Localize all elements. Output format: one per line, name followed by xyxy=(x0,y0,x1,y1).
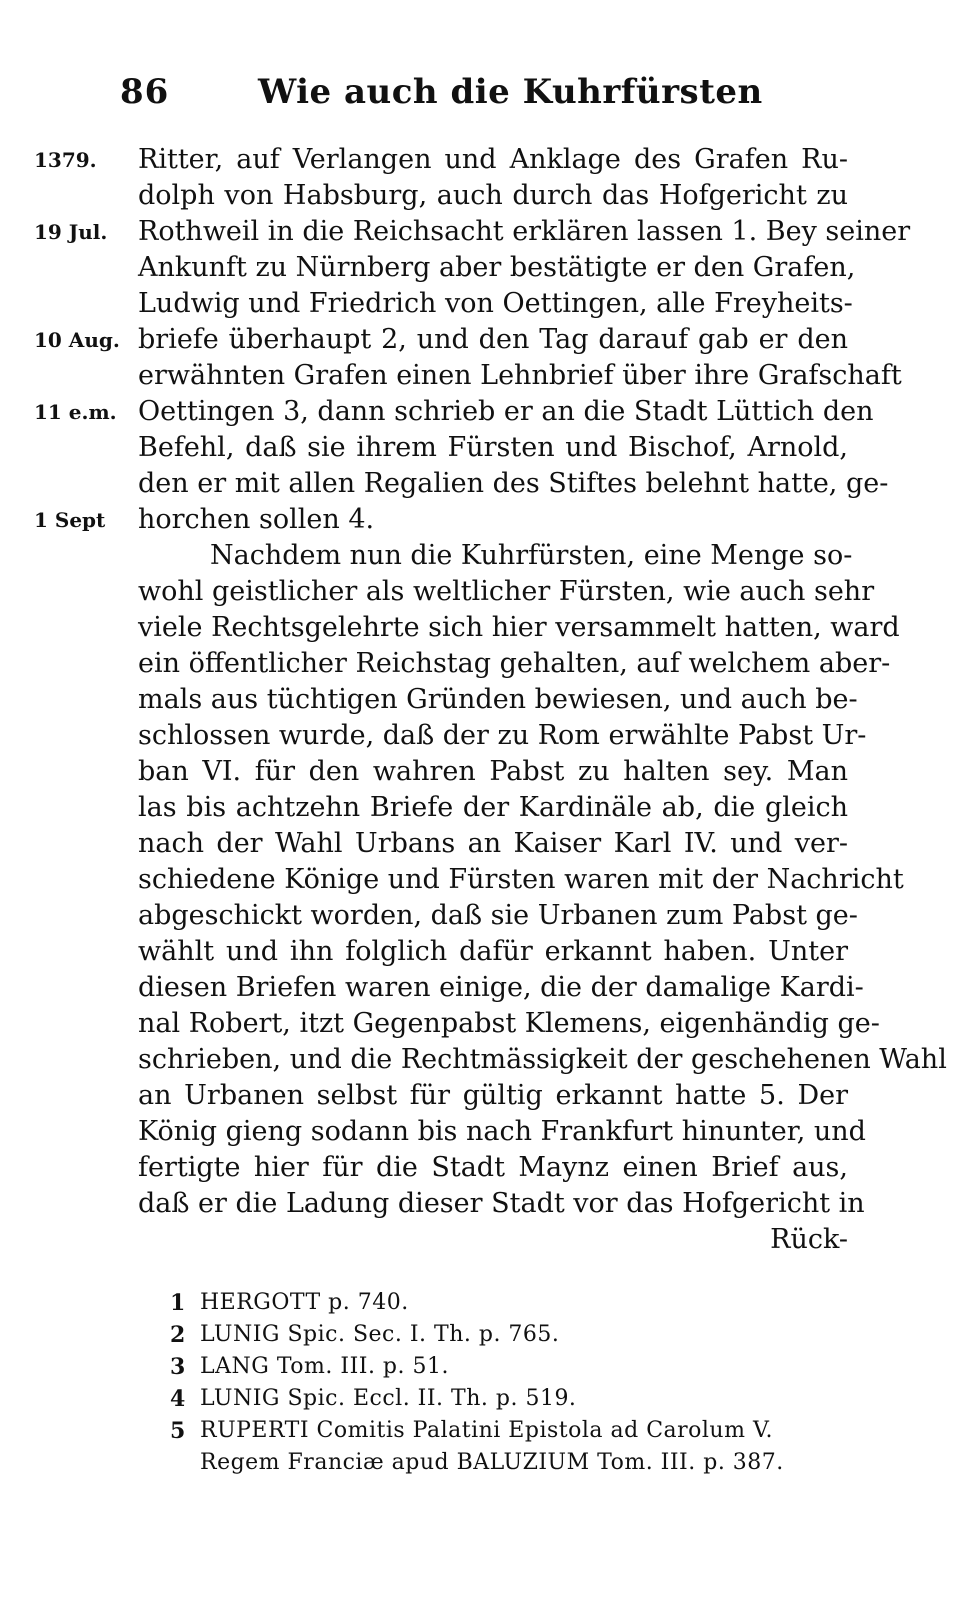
text-line xyxy=(0,752,960,792)
footnote-text: LANG Tom. III. p. 51. xyxy=(200,1354,449,1379)
line-text: wohl geistlicher als weltlicher Fürsten, wie auch sehr xyxy=(138,576,875,607)
text-line xyxy=(0,176,960,216)
footnote-continuation-text: Regem Franciæ apud BALUZIUM Tom. III. p. 387. xyxy=(200,1450,784,1475)
line-text: Befehl, daß sie ihrem Fürsten und Bischof, Arnold, xyxy=(138,432,848,463)
text-line xyxy=(0,1004,960,1044)
line-text: Oettingen 3, dann schrieb er an die Stadt Lüttich den xyxy=(138,396,874,427)
footnote xyxy=(170,1418,870,1452)
text-line xyxy=(0,680,960,720)
line-text: den er mit allen Regalien des Stiftes belehnt hatte, ge- xyxy=(138,468,889,499)
line-text: briefe überhaupt 2, und den Tag darauf gab er den xyxy=(138,324,848,355)
footnote-continuation xyxy=(170,1450,870,1484)
text-line xyxy=(0,1184,960,1224)
footnote-text: LUNIG Spic. Eccl. II. Th. p. 519. xyxy=(200,1386,577,1411)
line-text: Ludwig und Friedrich von Oettingen, alle Freyheits- xyxy=(138,288,853,319)
text-line xyxy=(0,1112,960,1152)
text-line xyxy=(0,428,960,468)
margin-date: 11 e.m. xyxy=(34,400,117,424)
line-text: dolph von Habsburg, auch durch das Hofgericht zu xyxy=(138,180,848,211)
text-line xyxy=(0,536,960,576)
line-text: wählt und ihn folglich dafür erkannt haben. Unter xyxy=(138,936,848,967)
text-line xyxy=(0,1040,960,1080)
text-line xyxy=(0,1148,960,1188)
text-line xyxy=(0,140,960,180)
line-text: horchen sollen 4. xyxy=(138,504,375,535)
text-line xyxy=(0,860,960,900)
text-line xyxy=(0,392,960,432)
page-number: 86 xyxy=(120,72,170,112)
text-line xyxy=(0,572,960,612)
text-line xyxy=(0,608,960,648)
line-text: daß er die Ladung dieser Stadt vor das Hofgericht in xyxy=(138,1188,865,1219)
line-text: König gieng sodann bis nach Frankfurt hinunter, und xyxy=(138,1116,866,1147)
footnote xyxy=(170,1290,870,1324)
text-line xyxy=(0,284,960,324)
text-line xyxy=(0,500,960,540)
text-line xyxy=(0,1076,960,1116)
margin-date: 1 Sept xyxy=(34,508,106,532)
margin-date: 1379. xyxy=(34,148,97,172)
line-text: schlossen wurde, daß der zu Rom erwählte Pabst Ur- xyxy=(138,720,867,751)
line-text: viele Rechtsgelehrte sich hier versammelt hatten, ward xyxy=(138,612,900,643)
margin-date: 19 Jul. xyxy=(34,220,108,244)
line-text: an Urbanen selbst für gültig erkannt hatte 5. Der xyxy=(138,1080,848,1111)
line-text: Ankunft zu Nürnberg aber bestätigte er den Grafen, xyxy=(138,252,856,283)
catchword-line xyxy=(0,1220,960,1260)
text-line xyxy=(0,824,960,864)
line-text: erwähnten Grafen einen Lehnbrief über ihre Grafschaft xyxy=(138,360,902,391)
running-title: Wie auch die Kuhrfürsten xyxy=(258,72,763,112)
line-text: diesen Briefen waren einige, die der damalige Kardi- xyxy=(138,972,864,1003)
footnote xyxy=(170,1322,870,1356)
line-text: Rothweil in die Reichsacht erklären lassen 1. Bey seiner xyxy=(138,216,911,247)
line-text: schiedene Könige und Fürsten waren mit der Nachricht xyxy=(138,864,904,895)
text-line xyxy=(0,644,960,684)
text-line xyxy=(0,896,960,936)
text-line xyxy=(0,932,960,972)
text-line xyxy=(0,248,960,288)
line-text: nal Robert, itzt Gegenpabst Klemens, eigenhändig ge- xyxy=(138,1008,880,1039)
text-line xyxy=(0,464,960,504)
footnote-text: RUPERTI Comitis Palatini Epistola ad Carolum V. xyxy=(200,1418,773,1443)
line-text: Nachdem nun die Kuhrfürsten, eine Menge so- xyxy=(210,540,853,571)
text-line xyxy=(0,968,960,1008)
line-text: mals aus tüchtigen Gründen bewiesen, und auch be- xyxy=(138,684,858,715)
text-line xyxy=(0,212,960,252)
page-header xyxy=(120,72,840,122)
line-text: las bis achtzehn Briefe der Kardinäle ab, die gleich xyxy=(138,792,848,823)
text-line xyxy=(0,788,960,828)
line-text: ein öffentlicher Reichstag gehalten, auf welchem aber- xyxy=(138,648,891,679)
line-text: nach der Wahl Urbans an Kaiser Karl IV. und ver- xyxy=(138,828,848,859)
margin-date: 10 Aug. xyxy=(34,328,120,352)
catchword: Rück- xyxy=(770,1224,848,1255)
footnote-text: HERGOTT p. 740. xyxy=(200,1290,409,1315)
line-text: fertigte hier für die Stadt Maynz einen Brief aus, xyxy=(138,1152,848,1183)
line-text: ban VI. für den wahren Pabst zu halten sey. Man xyxy=(138,756,848,787)
line-text: abgeschickt worden, daß sie Urbanen zum Pabst ge- xyxy=(138,900,858,931)
line-text: schrieben, und die Rechtmässigkeit der geschehenen Wahl xyxy=(138,1044,947,1075)
footnote-text: LUNIG Spic. Sec. I. Th. p. 765. xyxy=(200,1322,560,1347)
footnote-number: 4 xyxy=(170,1386,186,1412)
footnote-number: 2 xyxy=(170,1322,186,1348)
text-line xyxy=(0,356,960,396)
footnote-number: 3 xyxy=(170,1354,186,1380)
footnote xyxy=(170,1354,870,1388)
text-line xyxy=(0,320,960,360)
line-text: Ritter, auf Verlangen und Anklage des Grafen Ru- xyxy=(138,144,848,175)
footnote-number: 1 xyxy=(170,1290,186,1316)
footnote-number: 5 xyxy=(170,1418,186,1444)
footnote xyxy=(170,1386,870,1420)
text-line xyxy=(0,716,960,756)
